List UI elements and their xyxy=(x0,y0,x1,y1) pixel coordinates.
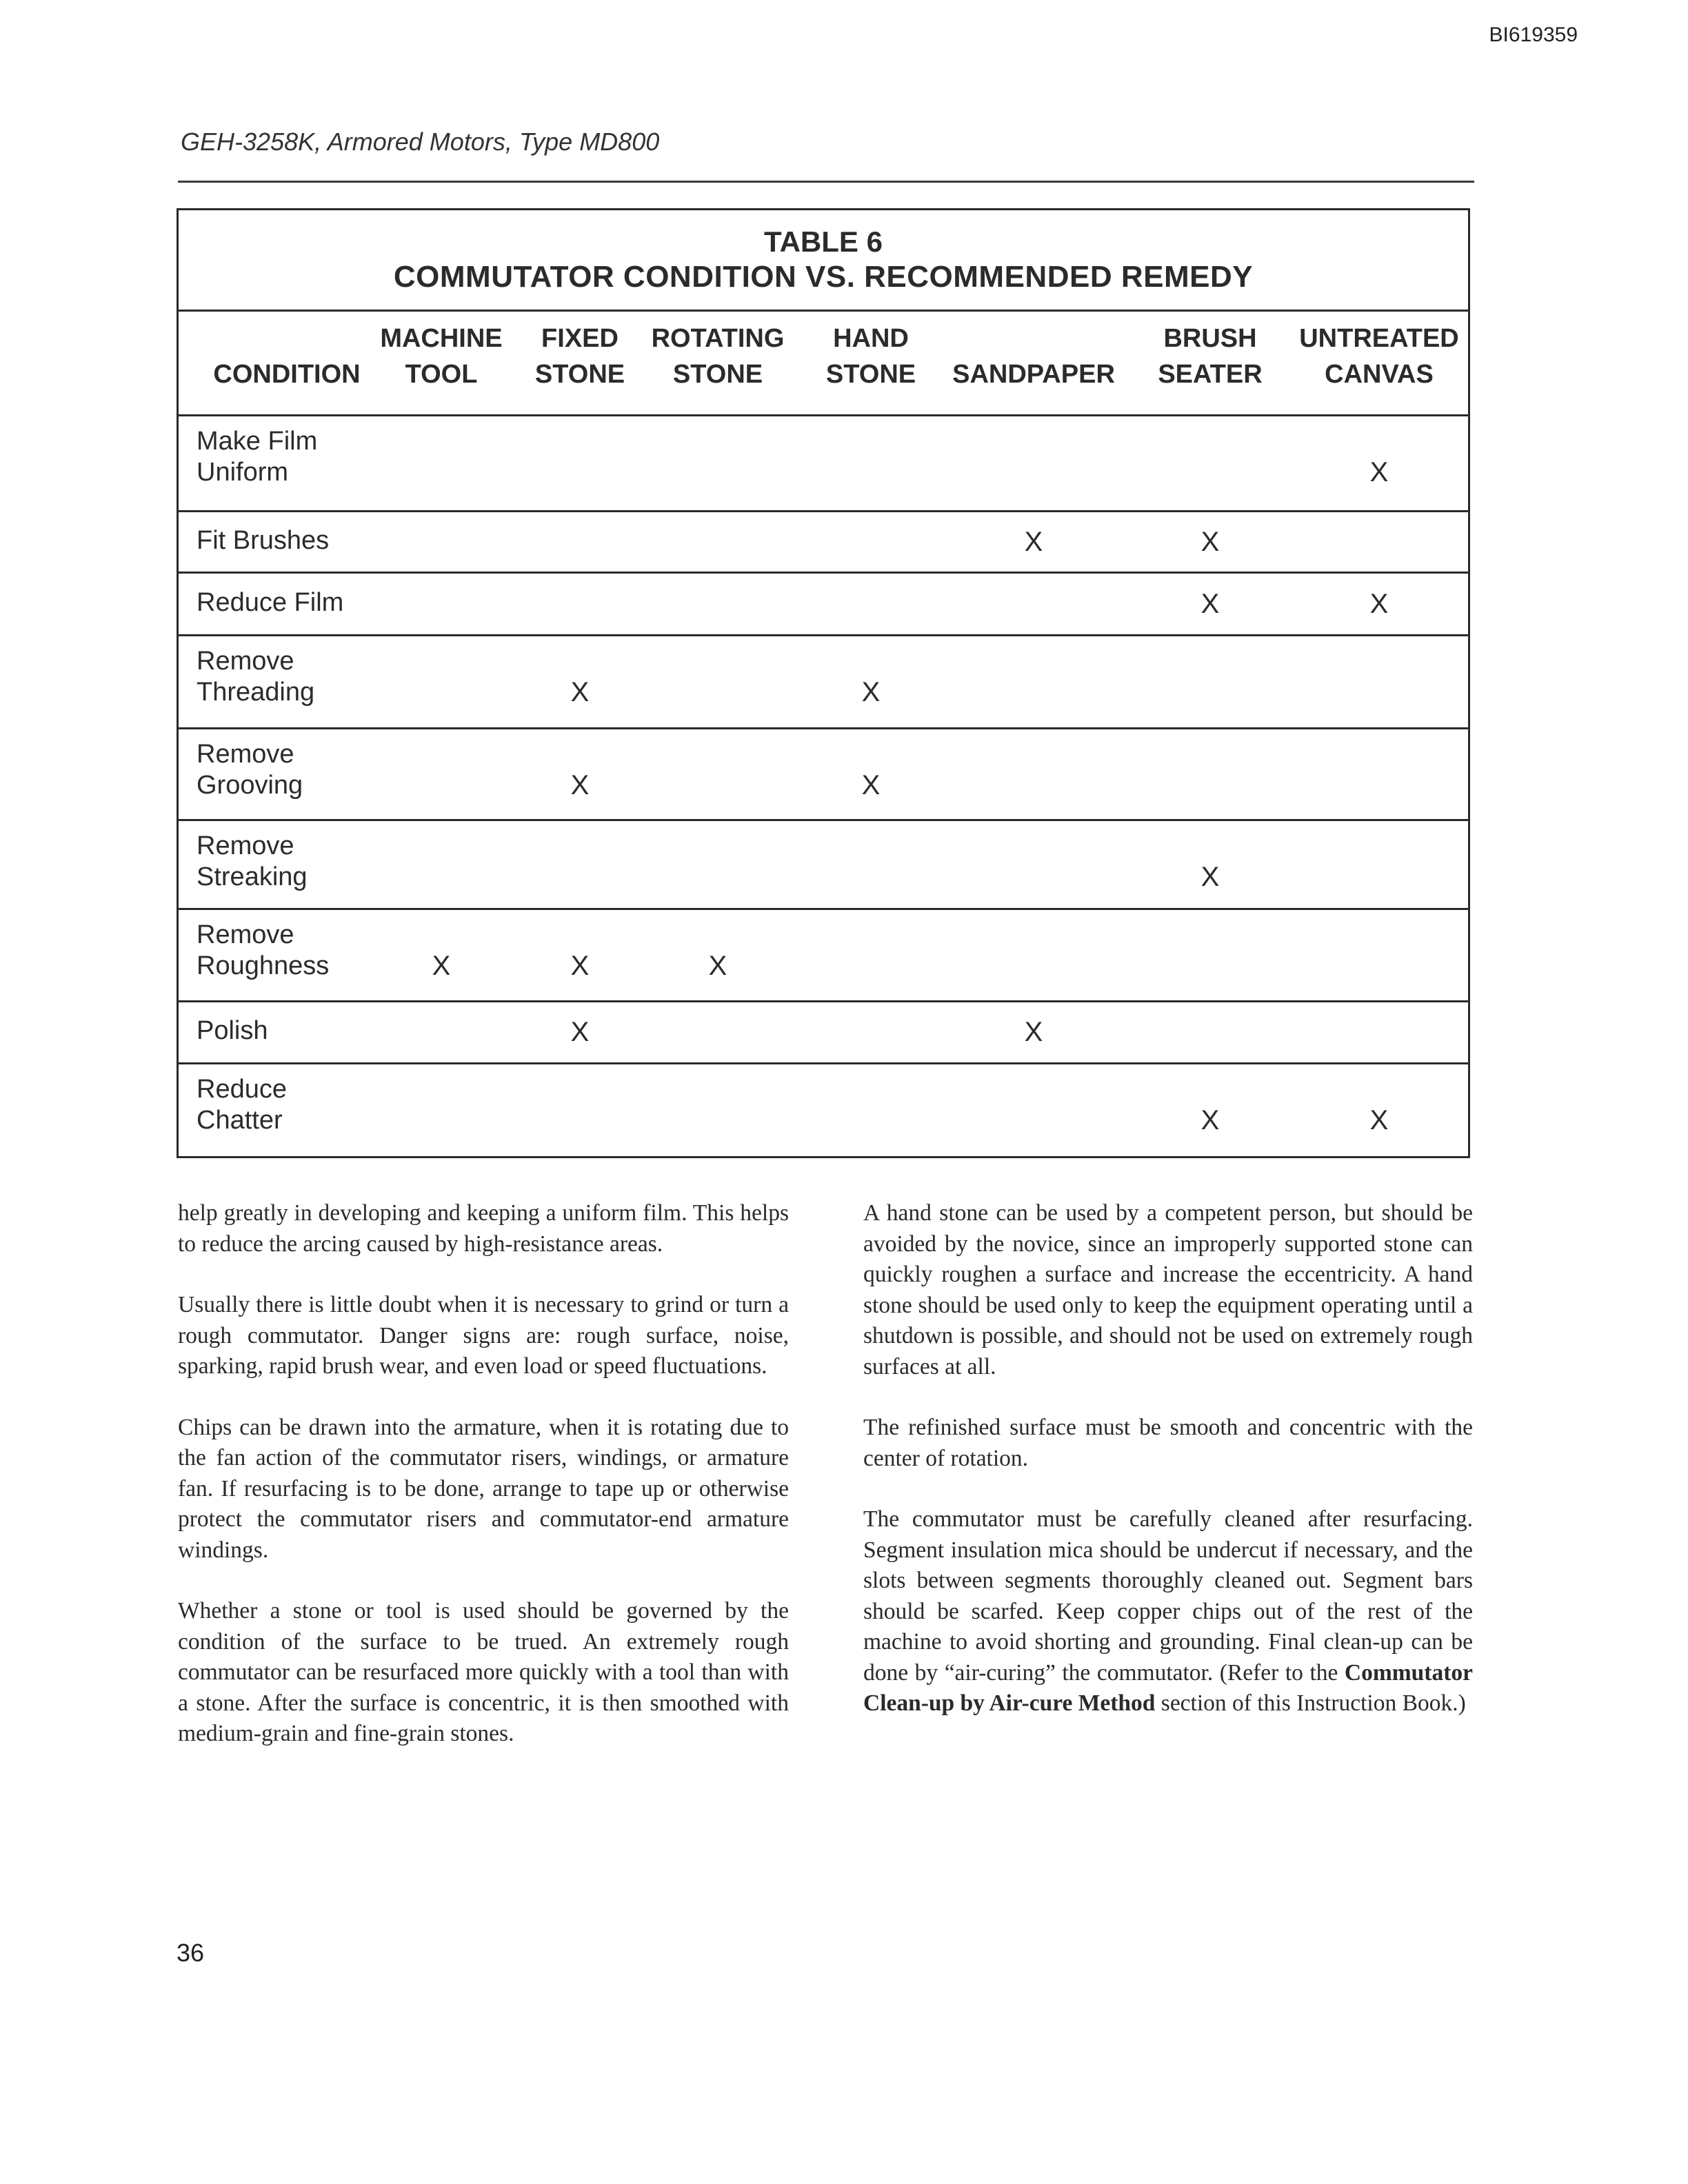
column-header-hand-stone: HAND STONE xyxy=(825,324,916,389)
body-paragraph xyxy=(863,1504,1473,1719)
check-mark-fixed-stone: X xyxy=(570,951,590,981)
condition-cell: Remove Roughness xyxy=(197,920,330,980)
check-mark-machine-tool: X xyxy=(432,951,451,981)
check-mark-fixed-stone: X xyxy=(570,677,590,707)
table-header-row xyxy=(179,310,1468,416)
column-header-rotating-stone: ROTATING STONE xyxy=(651,324,785,389)
check-mark-brush-seater: X xyxy=(1200,862,1220,892)
body-paragraph: Chips can be drawn into the armature, when it is rotating due to the fan action of the commutator risers, windings, or armature fan. If resurfacing is to be done, arrange to tape up or otherwise protect the commutator risers and commutator-end armature windings. xyxy=(178,1414,789,1563)
check-mark-brush-seater: X xyxy=(1200,1105,1220,1135)
check-mark-brush-seater: X xyxy=(1200,526,1220,557)
document-id: BI619359 xyxy=(1489,23,1578,46)
section-reference: Commutator Clean-up by Air-cure Method xyxy=(863,1659,1473,1716)
body-paragraph: Whether a stone or tool is used should be governed by the condition of the surface to be trued. An extremely rough commutator can be resurfaced more quickly with a tool than with a stone. After the surface is concentric, it is then smoothed with medium-grain and fine-grain stones. xyxy=(178,1598,789,1746)
check-mark-fixed-stone: X xyxy=(570,1017,590,1047)
header-rule xyxy=(178,181,1474,183)
running-head: GEH-3258K, Armored Motors, Type MD800 xyxy=(181,128,660,156)
table-row xyxy=(179,512,1468,574)
check-mark-sandpaper: X xyxy=(1024,1017,1043,1047)
condition-cell: Make Film Uniform xyxy=(197,427,318,487)
table-title: COMMUTATOR CONDITION VS. RECOMMENDED REMEDY xyxy=(393,260,1254,294)
condition-cell: Polish xyxy=(197,1016,268,1045)
paragraph-text: section of this Instruction Book.) xyxy=(1155,1690,1466,1716)
table-row xyxy=(179,910,1468,1002)
check-mark-rotating-stone: X xyxy=(708,951,727,981)
condition-cell: Remove Grooving xyxy=(197,740,303,800)
table-row xyxy=(179,1002,1468,1064)
body-paragraph: Usually there is little doubt when it is necessary to grind or turn a rough commutator. Danger signs are: rough surface, noise, sparking, rapid brush wear, and even load or speed fluctuations. xyxy=(178,1292,789,1379)
body-paragraph: help greatly in developing and keeping a uniform film. This helps to reduce the arcing caused by high-resistance areas. xyxy=(178,1200,789,1257)
table-row xyxy=(179,821,1468,910)
table-title-block xyxy=(179,210,1468,312)
condition-cell: Fit Brushes xyxy=(197,525,330,555)
body-column-left xyxy=(178,1198,789,1780)
table-number: TABLE 6 xyxy=(764,225,883,258)
check-mark-untreated-canvas: X xyxy=(1369,588,1389,619)
table-row xyxy=(179,416,1468,512)
remedy-table xyxy=(177,208,1470,1158)
table-row xyxy=(179,729,1468,821)
column-header-machine-tool: MACHINE TOOL xyxy=(380,324,503,389)
condition-cell: Remove Streaking xyxy=(197,831,308,891)
check-mark-sandpaper: X xyxy=(1024,526,1043,557)
column-header-condition: CONDITION xyxy=(213,360,361,389)
table-row xyxy=(179,636,1468,729)
column-header-brush-seater: BRUSH SEATER xyxy=(1158,324,1263,389)
column-header-fixed-stone: FIXED STONE xyxy=(534,324,625,389)
paragraph-text: The commutator must be carefully cleaned after resurfacing. Segment insulation mica should be undercut if necessary, and the slots between segments thoroughly cleaned out. Segment bars should be scarfed. Keep copper chips out of the rest of the machine to avoid shorting and grounding. Final clean-up can be done by “air-curing” the commutator. (Refer to the xyxy=(863,1506,1473,1686)
check-mark-hand-stone: X xyxy=(861,677,881,707)
body-paragraph: A hand stone can be used by a competent person, but should be avoided by the novice, since an improperly supported stone can quickly roughen a surface and increase the eccentricity. A hand stone should be used only to keep the equipment operating until a shutdown is possible, and should not be used on extremely rough surfaces at all. xyxy=(863,1200,1473,1379)
check-mark-untreated-canvas: X xyxy=(1369,457,1389,487)
column-header-untreated-canvas: UNTREATED CANVAS xyxy=(1299,324,1459,389)
condition-cell: Remove Threading xyxy=(197,647,315,707)
body-column-right xyxy=(863,1198,1473,1750)
table-row xyxy=(179,1064,1468,1154)
condition-cell: Reduce Film xyxy=(197,587,344,617)
check-mark-hand-stone: X xyxy=(861,770,881,800)
condition-cell: Reduce Chatter xyxy=(197,1075,287,1135)
column-header-sandpaper: SANDPAPER xyxy=(952,360,1115,389)
check-mark-untreated-canvas: X xyxy=(1369,1105,1389,1135)
body-paragraph: The refinished surface must be smooth and concentric with the center of rotation. xyxy=(863,1415,1473,1471)
check-mark-brush-seater: X xyxy=(1200,588,1220,619)
table-row xyxy=(179,574,1468,636)
check-mark-fixed-stone: X xyxy=(570,770,590,800)
page-number: 36 xyxy=(177,1939,205,1967)
